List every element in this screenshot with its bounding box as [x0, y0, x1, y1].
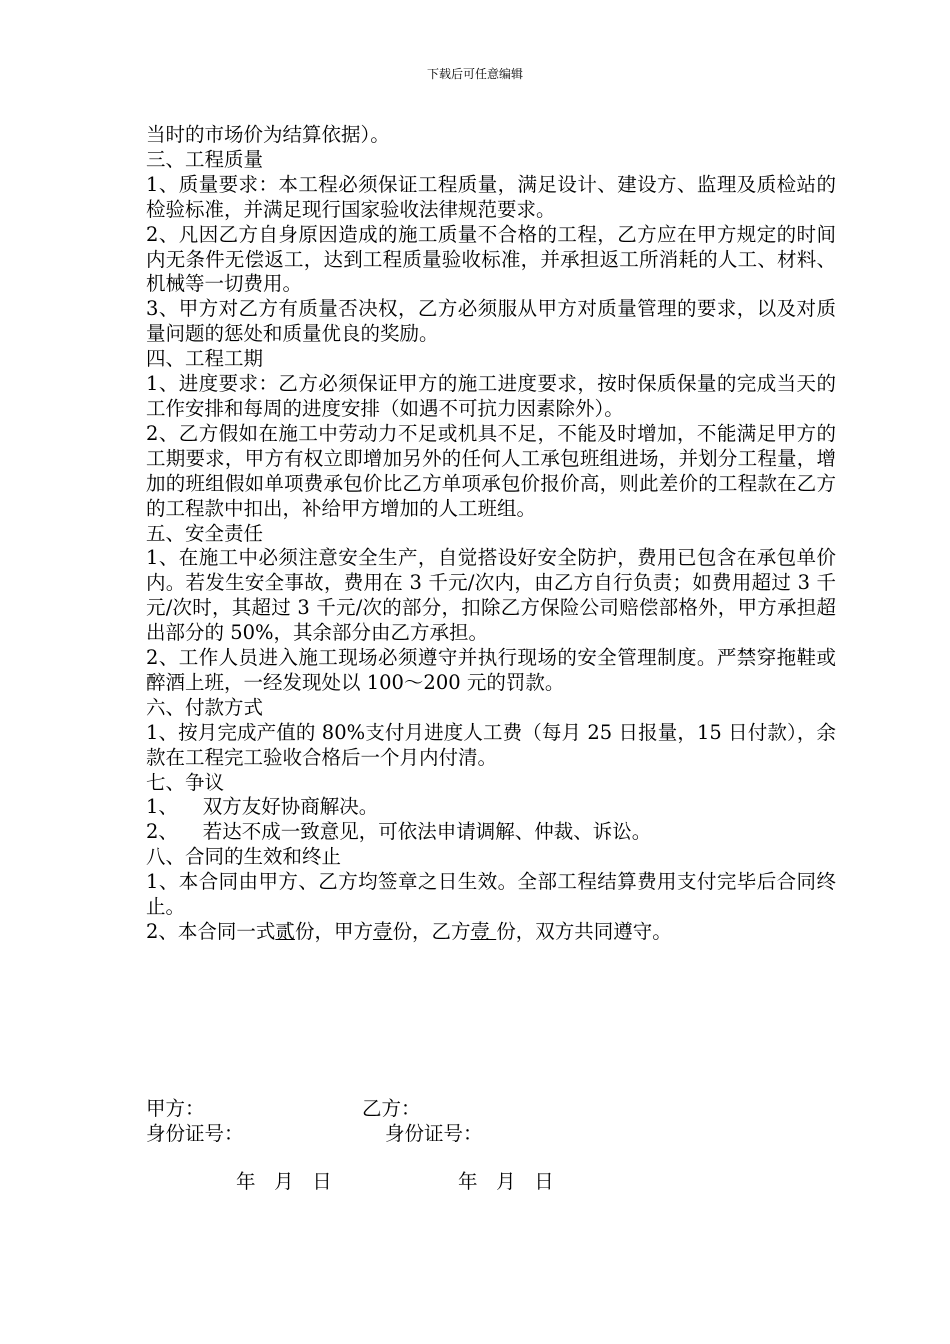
contract-body: [146, 123, 836, 945]
paragraph: 1、按月完成产值的 80%支付月进度人工费（每月 25 日报量，15 日付款），余款在工程完工验收合格后一个月内付清。: [146, 720, 836, 769]
paragraph: 2、凡因乙方自身原因造成的施工质量不合格的工程，乙方应在甲方规定的时间内无条件无偿返工，达到工程质量验收标准，并承担返工所消耗的人工、材料、机械等一切费用。: [146, 222, 836, 296]
section-heading: 五、安全责任: [146, 521, 264, 545]
page-header: 下载后可任意编辑: [426, 67, 523, 81]
paragraph: 3、甲方对乙方有质量否决权，乙方必须服从甲方对质量管理的要求，以及对质量问题的惩处和质量优良的奖励。: [146, 297, 836, 346]
paragraph: 2、乙方假如在施工中劳动力不足或机具不足，不能及时增加，不能满足甲方的工期要求，甲方有权立即增加另外的任何人工承包班组进场，并划分工程量，增加的班组假如单项费承包价比乙方单项承包价报价高，则此差价的工程款在乙方的工程款中扣出，补给甲方增加的人工班组。: [146, 421, 836, 520]
paragraph: 1、在施工中必须注意安全生产，自觉搭设好安全防护，费用已包含在承包单价内。若发生安全事故，费用在 3 千元/次内，由乙方自行负责；如费用超过 3 千元/次时，其超过 3 千元/次的部分，扣除乙方保险公司赔偿部格外，甲方承担超出部分的 50%，其余部分由乙方承担。: [146, 546, 836, 645]
paragraph: 2、 若达不成一致意见，可依法申请调解、仲裁、诉讼。: [146, 820, 652, 844]
section-heading: 七、争议: [146, 770, 225, 794]
party-a-id-label: 身份证号：: [146, 1122, 244, 1145]
copies-text: 份，双方共同遵守。: [496, 920, 672, 943]
copies-party-b: 壹: [470, 920, 497, 943]
paragraph: 1、质量要求：本工程必须保证工程质量，满足设计、建设方、监理及质检站的检验标准，并满足现行国家验收法律规范要求。: [146, 172, 836, 221]
section-heading: 六、付款方式: [146, 695, 264, 719]
party-b-id-label: 身份证号：: [385, 1122, 483, 1145]
section-heading: 三、工程质量: [146, 147, 264, 171]
paragraph: 1、进度要求：乙方必须保证甲方的施工进度要求，按时保质保量的完成当天的工作安排和每周的进度安排（如遇不可抗力因素除外）。: [146, 372, 836, 420]
paragraph: 2、工作人员进入施工现场必须遵守并执行现场的安全管理制度。严禁穿拖鞋或醉酒上班，一经发现处以 100～200 元的罚款。: [146, 646, 836, 694]
copies-text: 份，甲方: [294, 920, 373, 943]
paragraph: 当时的市场价为结算依据）。: [146, 123, 390, 146]
paragraph: 1、 双方友好协商解决。: [146, 795, 379, 819]
copies-total: 贰: [275, 920, 295, 943]
paragraph: 1、本合同由甲方、乙方均签章之日生效。全部工程结算费用支付完毕后合同终止。: [146, 870, 836, 919]
copies-clause: [146, 920, 836, 945]
copies-text: 份，乙方: [392, 920, 471, 943]
section-heading: 四、工程工期: [146, 347, 264, 371]
copies-party-a: 壹: [372, 920, 393, 943]
party-b-date: 年 月 日: [458, 1170, 554, 1193]
party-b-label: 乙方：: [362, 1097, 421, 1120]
copies-text: 2、本合同一式: [146, 920, 276, 943]
section-heading: 八、合同的生效和终止: [146, 845, 342, 869]
party-a-label: 甲方：: [146, 1097, 205, 1120]
party-a-date: 年 月 日: [236, 1170, 332, 1193]
